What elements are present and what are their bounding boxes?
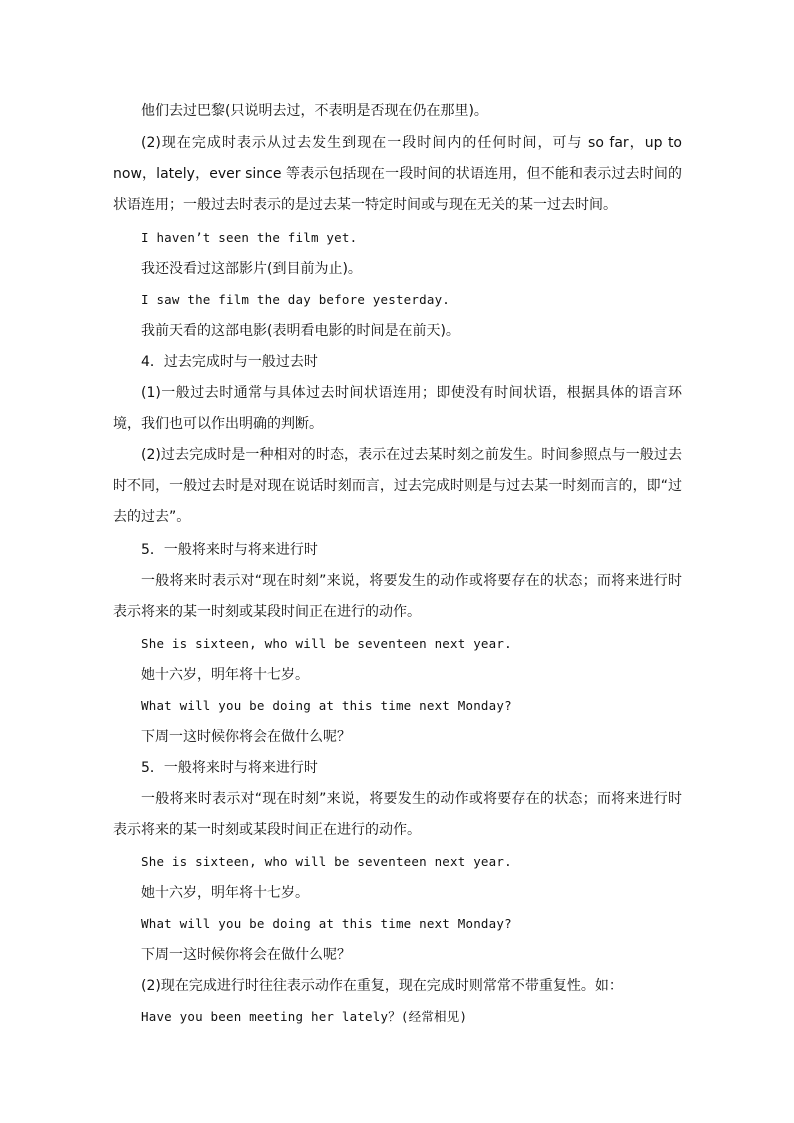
paragraph: (2)现在完成时表示从过去发生到现在一段时间内的任何时间，可与 so far，up to now，lately，ever since 等表示包括现在一段时间的状语连用，但不能和表示过去时间的状语连用；一般过去时表示的是过去某一特定时间或与现在无关的某一过去时间。 bbox=[113, 135, 682, 213]
english-example: She is sixteen, who will be seventeen next year. bbox=[141, 854, 512, 869]
section-heading: 5．一般将来时与将来进行时 bbox=[141, 542, 318, 558]
chinese-translation: 我前天看的这部电影(表明看电影的时间是在前天)。 bbox=[141, 323, 460, 339]
text-line: 他们去过巴黎(只说明去过，不表明是否现在仍在那里)。 bbox=[141, 103, 488, 119]
chinese-translation: 我还没看过这部影片(到目前为止)。 bbox=[141, 261, 362, 277]
paragraph: 一般将来时表示对“现在时刻”来说，将要发生的动作或将要存在的状态；而将来进行时表示将来的某一时刻或某段时间正在进行的动作。 bbox=[113, 573, 682, 620]
chinese-translation: 下周一这时候你将会在做什么呢？ bbox=[141, 729, 351, 745]
paragraph: (2)过去完成时是一种相对的时态，表示在过去某时刻之前发生。时间参照点与一般过去时不同，一般过去时是对现在说话时刻而言，过去完成时则是与过去某一时刻而言的，即“过去的过去”。 bbox=[113, 447, 682, 525]
chinese-translation: 下周一这时候你将会在做什么呢？ bbox=[141, 947, 351, 963]
english-example: Have you been meeting her lately？(经常相见) bbox=[141, 1009, 468, 1024]
chinese-translation: 她十六岁，明年将十七岁。 bbox=[141, 885, 309, 901]
english-example: What will you be doing at this time next Monday? bbox=[141, 916, 512, 931]
english-example: What will you be doing at this time next Monday? bbox=[141, 698, 512, 713]
section-heading: 4．过去完成时与一般过去时 bbox=[141, 354, 318, 370]
paragraph: 一般将来时表示对“现在时刻”来说，将要发生的动作或将要存在的状态；而将来进行时表示将来的某一时刻或某段时间正在进行的动作。 bbox=[113, 791, 682, 838]
section-heading: 5．一般将来时与将来进行时 bbox=[141, 760, 318, 776]
text-line: (2)现在完成进行时往往表示动作在重复，现在完成时则常常不带重复性。如： bbox=[141, 978, 623, 994]
paragraph: (1)一般过去时通常与具体过去时间状语连用；即使没有时间状语，根据具体的语言环境，我们也可以作出明确的判断。 bbox=[113, 385, 682, 432]
english-example: I haven’t seen the film yet. bbox=[141, 230, 358, 245]
chinese-translation: 她十六岁，明年将十七岁。 bbox=[141, 667, 309, 683]
english-example: I saw the film the day before yesterday. bbox=[141, 292, 451, 307]
english-example: She is sixteen, who will be seventeen next year. bbox=[141, 636, 512, 651]
